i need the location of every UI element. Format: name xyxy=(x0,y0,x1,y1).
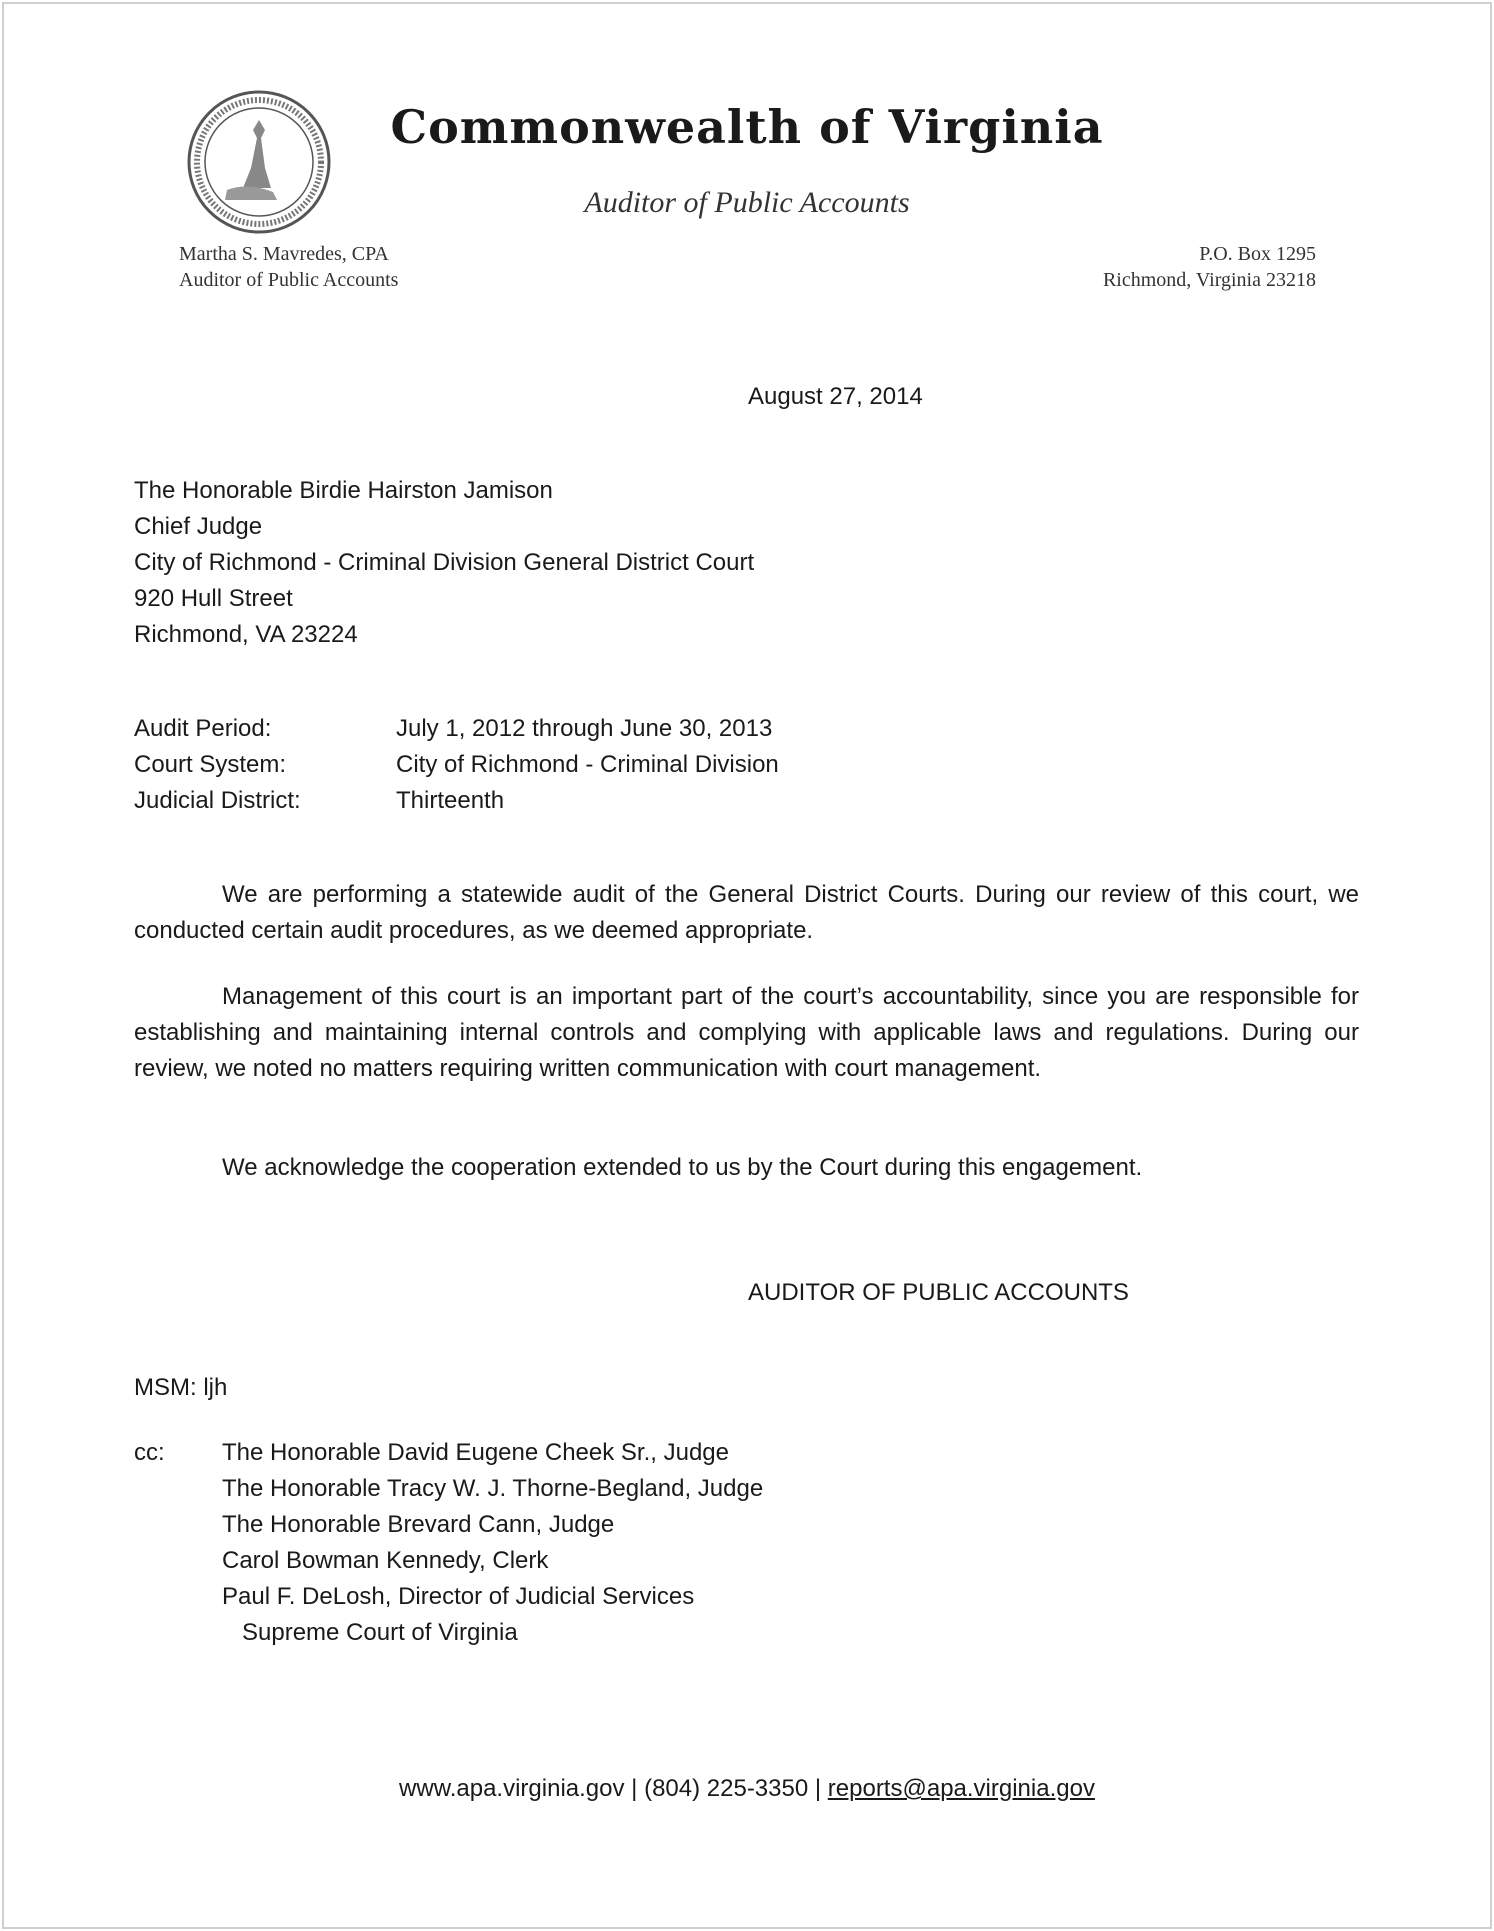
cc-item: Paul F. DeLosh, Director of Judicial Services xyxy=(222,1583,695,1610)
signature-block: AUDITOR OF PUBLIC ACCOUNTS xyxy=(748,1279,1129,1306)
cc-item: Carol Bowman Kennedy, Clerk xyxy=(222,1547,549,1574)
footer-website[interactable]: www.apa.virginia.gov xyxy=(399,1775,625,1802)
body-paragraph: We are performing a statewide audit of the General District Courts. During our review of this court, we conducted certain audit procedures, as we deemed appropriate. xyxy=(134,881,1359,944)
cc-item: The Honorable Tracy W. J. Thorne-Begland, Judge xyxy=(222,1475,764,1502)
audit-info xyxy=(134,711,779,819)
separator: | xyxy=(808,1775,828,1802)
judicial-district-value: Thirteenth xyxy=(396,787,505,814)
footer-phone: (804) 225-3350 xyxy=(644,1775,809,1802)
cc-item-sub: Supreme Court of Virginia xyxy=(242,1619,518,1646)
letter-date: August 27, 2014 xyxy=(748,383,923,410)
recipient-line: City of Richmond - Criminal Division General District Court xyxy=(134,549,755,576)
court-system-label: Court System: xyxy=(134,751,287,778)
body-paragraph: We acknowledge the cooperation extended to us by the Court during this engagement. xyxy=(222,1154,1143,1181)
body-paragraph: Management of this court is an important part of the court’s accountability, since you are responsible for establishing and maintaining internal controls and complying with applicable laws and regulations. During our review, we noted no matters requiring written communication with court management. xyxy=(134,983,1359,1082)
recipient-line: 920 Hull Street xyxy=(134,585,293,612)
cc-label: cc: xyxy=(134,1439,165,1466)
city-state-zip: Richmond, Virginia 23218 xyxy=(1102,269,1316,291)
court-system-value: City of Richmond - Criminal Division xyxy=(396,751,779,778)
recipient-line: Chief Judge xyxy=(134,513,263,540)
separator: | xyxy=(624,1775,645,1802)
judicial-district-label: Judicial District: xyxy=(134,787,301,814)
initials: MSM: ljh xyxy=(134,1374,228,1401)
auditor-title: Auditor of Public Accounts xyxy=(179,269,399,291)
auditor-name-block xyxy=(179,241,398,293)
auditor-name: Martha S. Mavredes, CPA xyxy=(179,243,389,265)
footer-email-link[interactable]: reports@apa.virginia.gov xyxy=(827,1775,1095,1802)
letterhead-subtitle: Auditor of Public Accounts xyxy=(584,186,910,219)
recipient-address xyxy=(134,473,754,653)
audit-period-label: Audit Period: xyxy=(134,715,272,742)
recipient-line: The Honorable Birdie Hairston Jamison xyxy=(134,477,553,504)
po-box: P.O. Box 1295 xyxy=(1199,243,1316,265)
recipient-line: Richmond, VA 23224 xyxy=(134,621,358,648)
cc-item: The Honorable David Eugene Cheek Sr., Judge xyxy=(222,1439,729,1466)
letterhead-title: Commonwealth of Virginia xyxy=(390,100,1104,154)
cc-item: The Honorable Brevard Cann, Judge xyxy=(222,1511,615,1538)
footer xyxy=(0,1771,1494,1807)
audit-period-value: July 1, 2012 through June 30, 2013 xyxy=(396,715,773,742)
mailing-address xyxy=(1103,241,1316,293)
cc-list xyxy=(134,1435,763,1651)
